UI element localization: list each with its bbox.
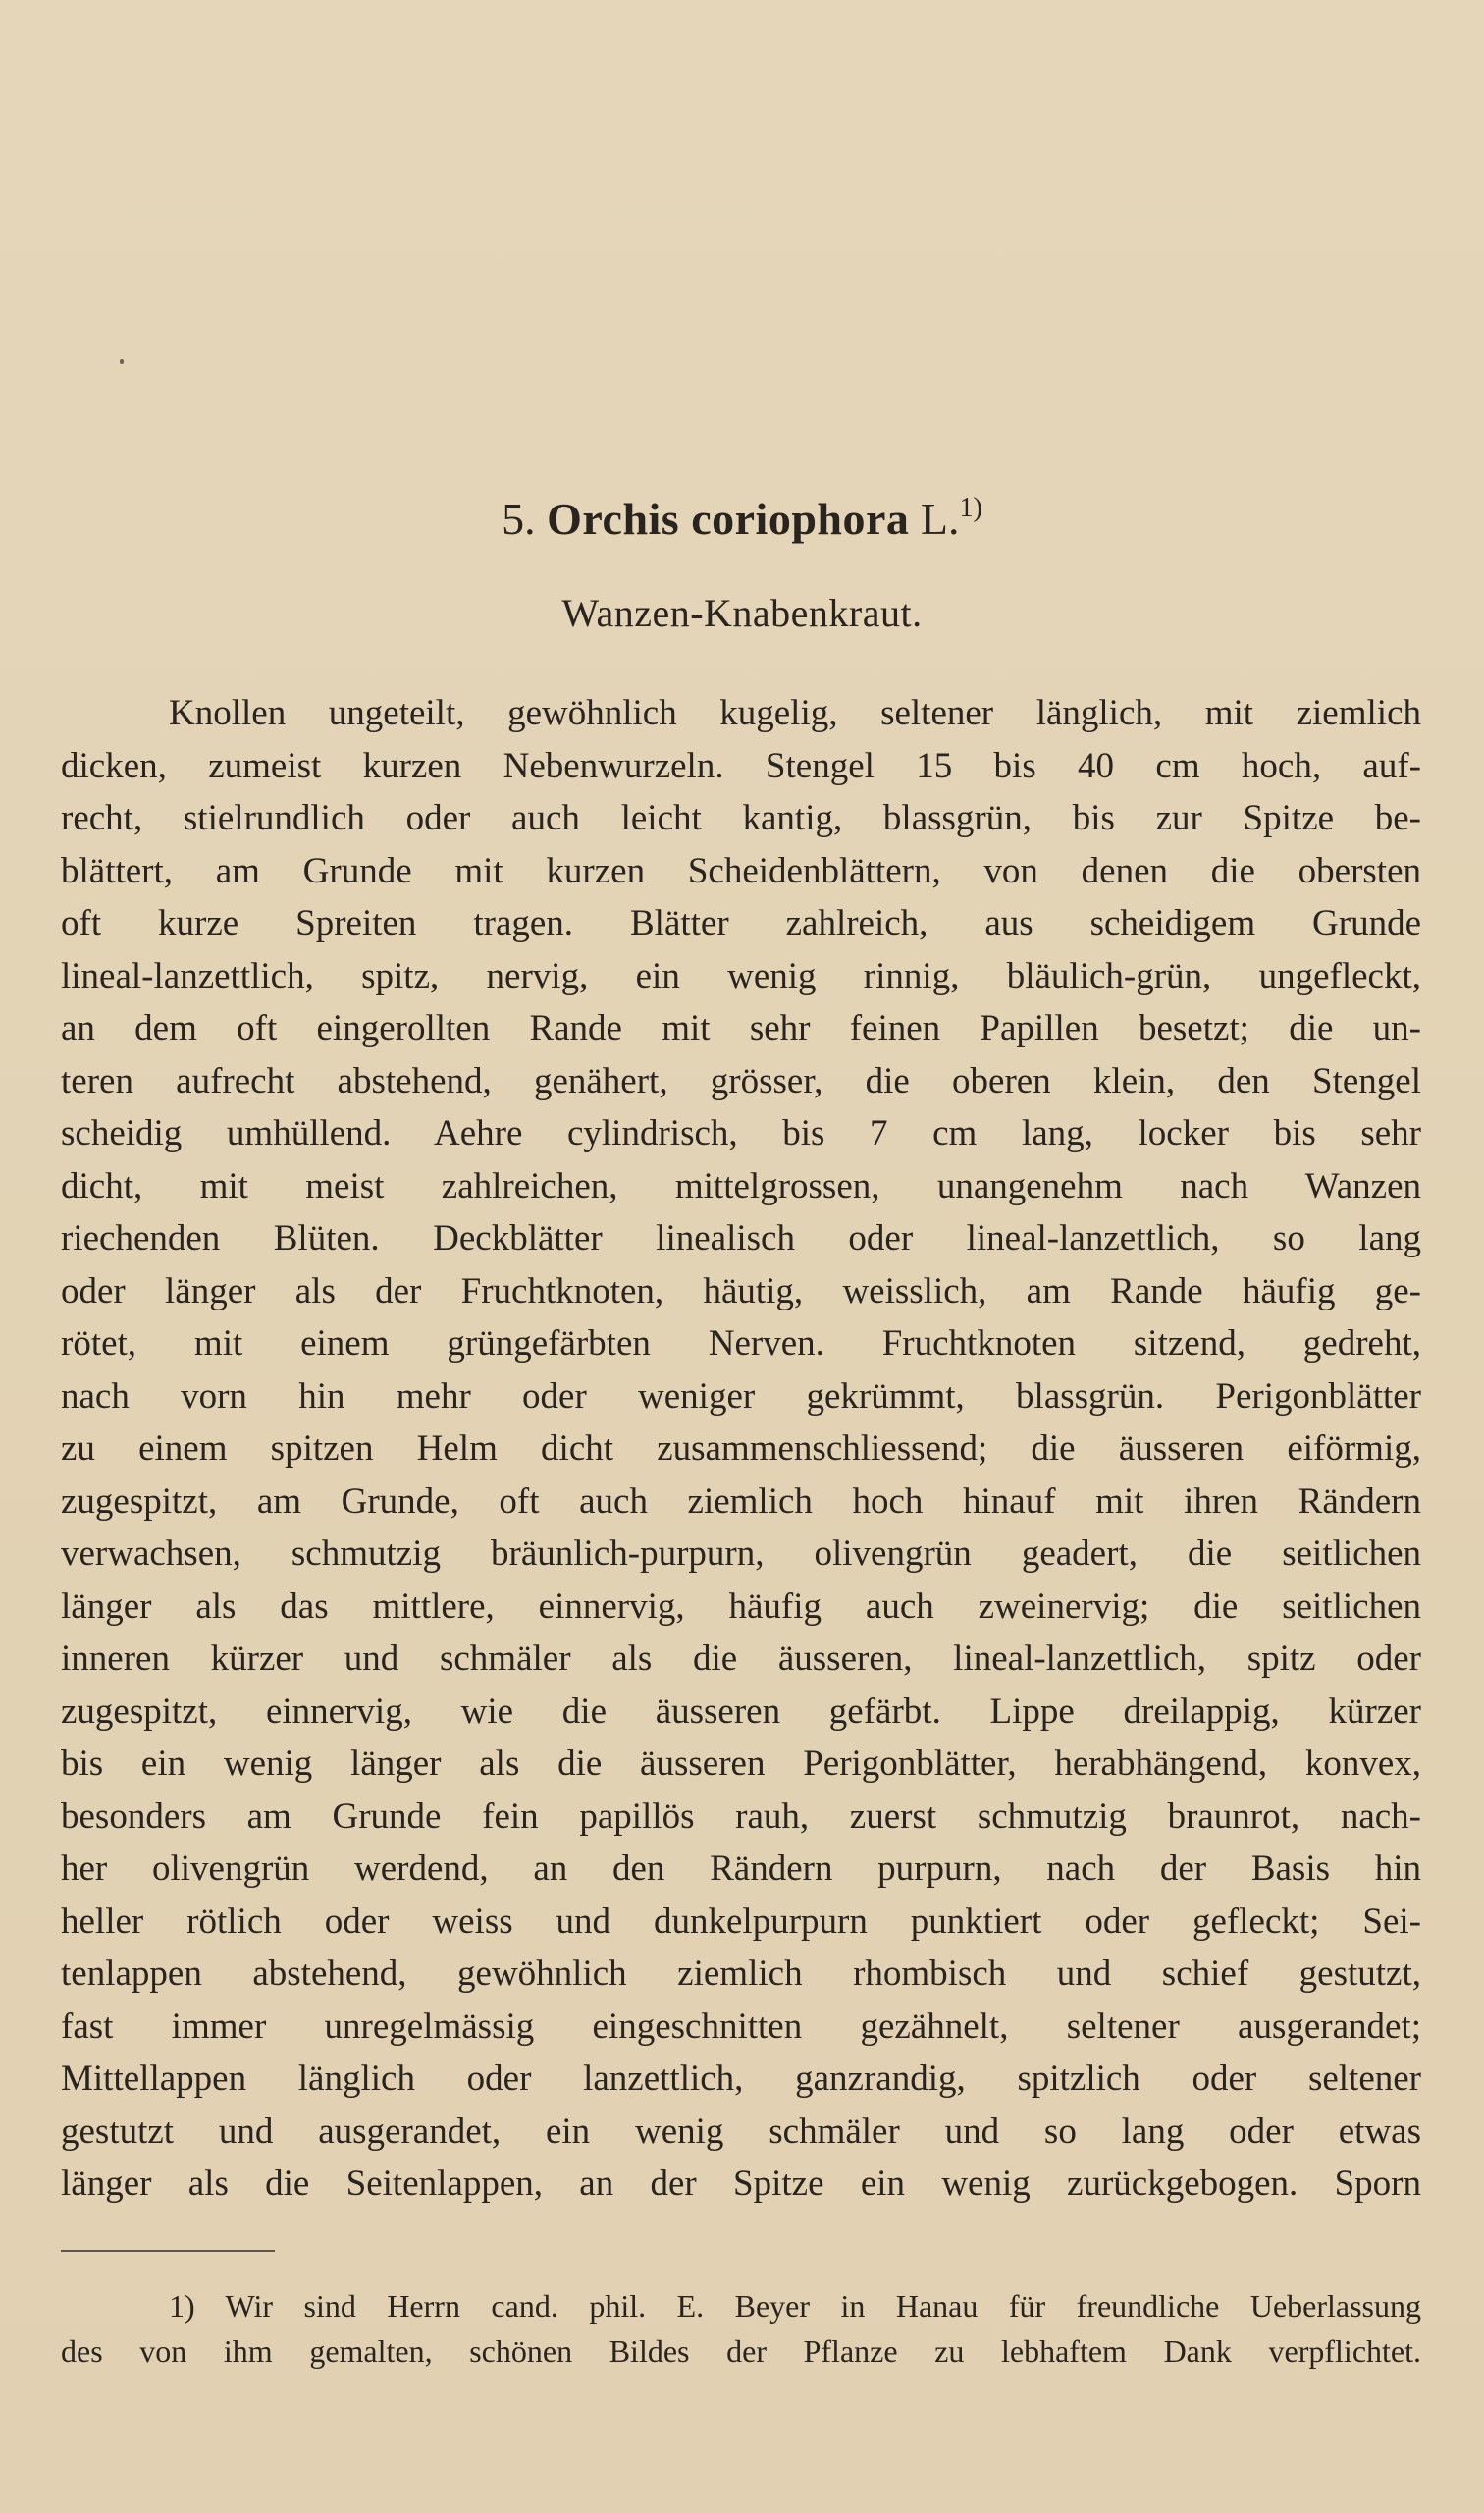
text-line: dicken, zumeist kurzen Nebenwurzeln. Stengel 15 bis 40 cm hoch, auf- [61, 745, 1421, 786]
text-line: recht, stielrundlich oder auch leicht kantig, blassgrün, bis zur Spitze be- [61, 798, 1421, 838]
text-line: Mittellappen länglich oder lanzettlich, ganzrandig, spitzlich oder seltener [61, 2059, 1421, 2099]
footnote [61, 2283, 1421, 2374]
text-line: rötet, mit einem grüngefärbten Nerven. Fruchtknoten sitzend, gedreht, [61, 1323, 1421, 1363]
text-line: lineal-lanzettlich, spitz, nervig, ein wenig rinnig, bläulich-grün, ungefleckt, [61, 955, 1421, 996]
text-line: bis ein wenig länger als die äusseren Perigonblätter, herabhängend, konvex, [61, 1743, 1421, 1784]
text-line: scheidig umhüllend. Aehre cylindrisch, bis 7 cm lang, locker bis sehr [61, 1113, 1421, 1153]
text-line: oder länger als der Fruchtknoten, häutig, weisslich, am Rande häufig ge- [61, 1270, 1421, 1311]
text-line: an dem oft eingerollten Rande mit sehr feinen Papillen besetzt; die un- [61, 1008, 1421, 1048]
species-name: Orchis coriophora [547, 494, 910, 544]
text-line: gestutzt und ausgerandet, ein wenig schmäler und so lang oder etwas [61, 2111, 1421, 2152]
text-line: teren aufrecht abstehend, genähert, grösser, die oberen klein, den Stengel [61, 1060, 1421, 1101]
text-line: heller rötlich oder weiss und dunkelpurpurn punktiert oder gefleckt; Sei- [61, 1900, 1421, 1942]
text-line: her olivengrün werdend, an den Rändern purpurn, nach der Basis hin [61, 1848, 1421, 1889]
text-line: länger als das mittlere, einnervig, häufig auch zweinervig; die seitlichen [61, 1585, 1421, 1627]
text-line: inneren kürzer und schmäler als die äusseren, lineal-lanzettlich, spitz oder [61, 1638, 1421, 1679]
text-line: zugespitzt, am Grunde, oft auch ziemlich hoch hinauf mit ihren Rändern [61, 1480, 1421, 1522]
text-line: blättert, am Grunde mit kurzen Scheidenblättern, von denen die obersten [61, 850, 1421, 891]
species-heading [0, 479, 1484, 549]
text-line: tenlappen abstehend, gewöhnlich ziemlich rhombisch und schief gestutzt, [61, 1953, 1421, 1994]
species-number: 5. [502, 494, 536, 544]
description-paragraph [61, 687, 1421, 2211]
text-line: zu einem spitzen Helm dicht zusammenschliessend; die äusseren eiförmig, [61, 1428, 1421, 1469]
common-name-heading: Wanzen-Knabenkraut. [561, 591, 923, 635]
text-line: Knollen ungeteilt, gewöhnlich kugelig, seltener länglich, mit ziemlich [169, 693, 1421, 733]
footnote-line: 1) Wir sind Herrn cand. phil. E. Beyer in Hanau für freundliche Ueberlassung [169, 2288, 1421, 2324]
text-line: verwachsen, schmutzig bräunlich-purpurn, olivengrün geadert, die seitlichen [61, 1533, 1421, 1574]
text-line: länger als die Seitenlappen, an der Spitze ein wenig zurückgebogen. Sporn [61, 2164, 1421, 2204]
paper-speck [120, 359, 124, 364]
text-line: dicht, mit meist zahlreichen, mittelgrossen, unangenehm nach Wanzen [61, 1165, 1421, 1206]
footnote-line: des von ihm gemalten, schönen Bildes der Pflanze zu lebhaftem Dank verpflichtet. [61, 2333, 1421, 2369]
text-line: nach vorn hin mehr oder weniger gekrümmt, blassgrün. Perigonblätter [61, 1375, 1421, 1417]
footnote-separator [61, 2250, 275, 2252]
species-author: L. [920, 494, 960, 544]
text-line: riechenden Blüten. Deckblätter linealisch oder lineal-lanzettlich, so lang [61, 1218, 1421, 1258]
text-line: besonders am Grunde fein papillös rauh, zuerst schmutzig braunrot, nach- [61, 1795, 1421, 1837]
text-line: zugespitzt, einnervig, wie die äusseren gefärbt. Lippe dreilappig, kürzer [61, 1690, 1421, 1732]
text-line: fast immer unregelmässig eingeschnitten gezähnelt, seltener ausgerandet; [61, 2005, 1421, 2047]
text-line: oft kurze Spreiten tragen. Blätter zahlreich, aus scheidigem Grunde [61, 903, 1421, 943]
footnote-reference: 1) [959, 493, 982, 523]
